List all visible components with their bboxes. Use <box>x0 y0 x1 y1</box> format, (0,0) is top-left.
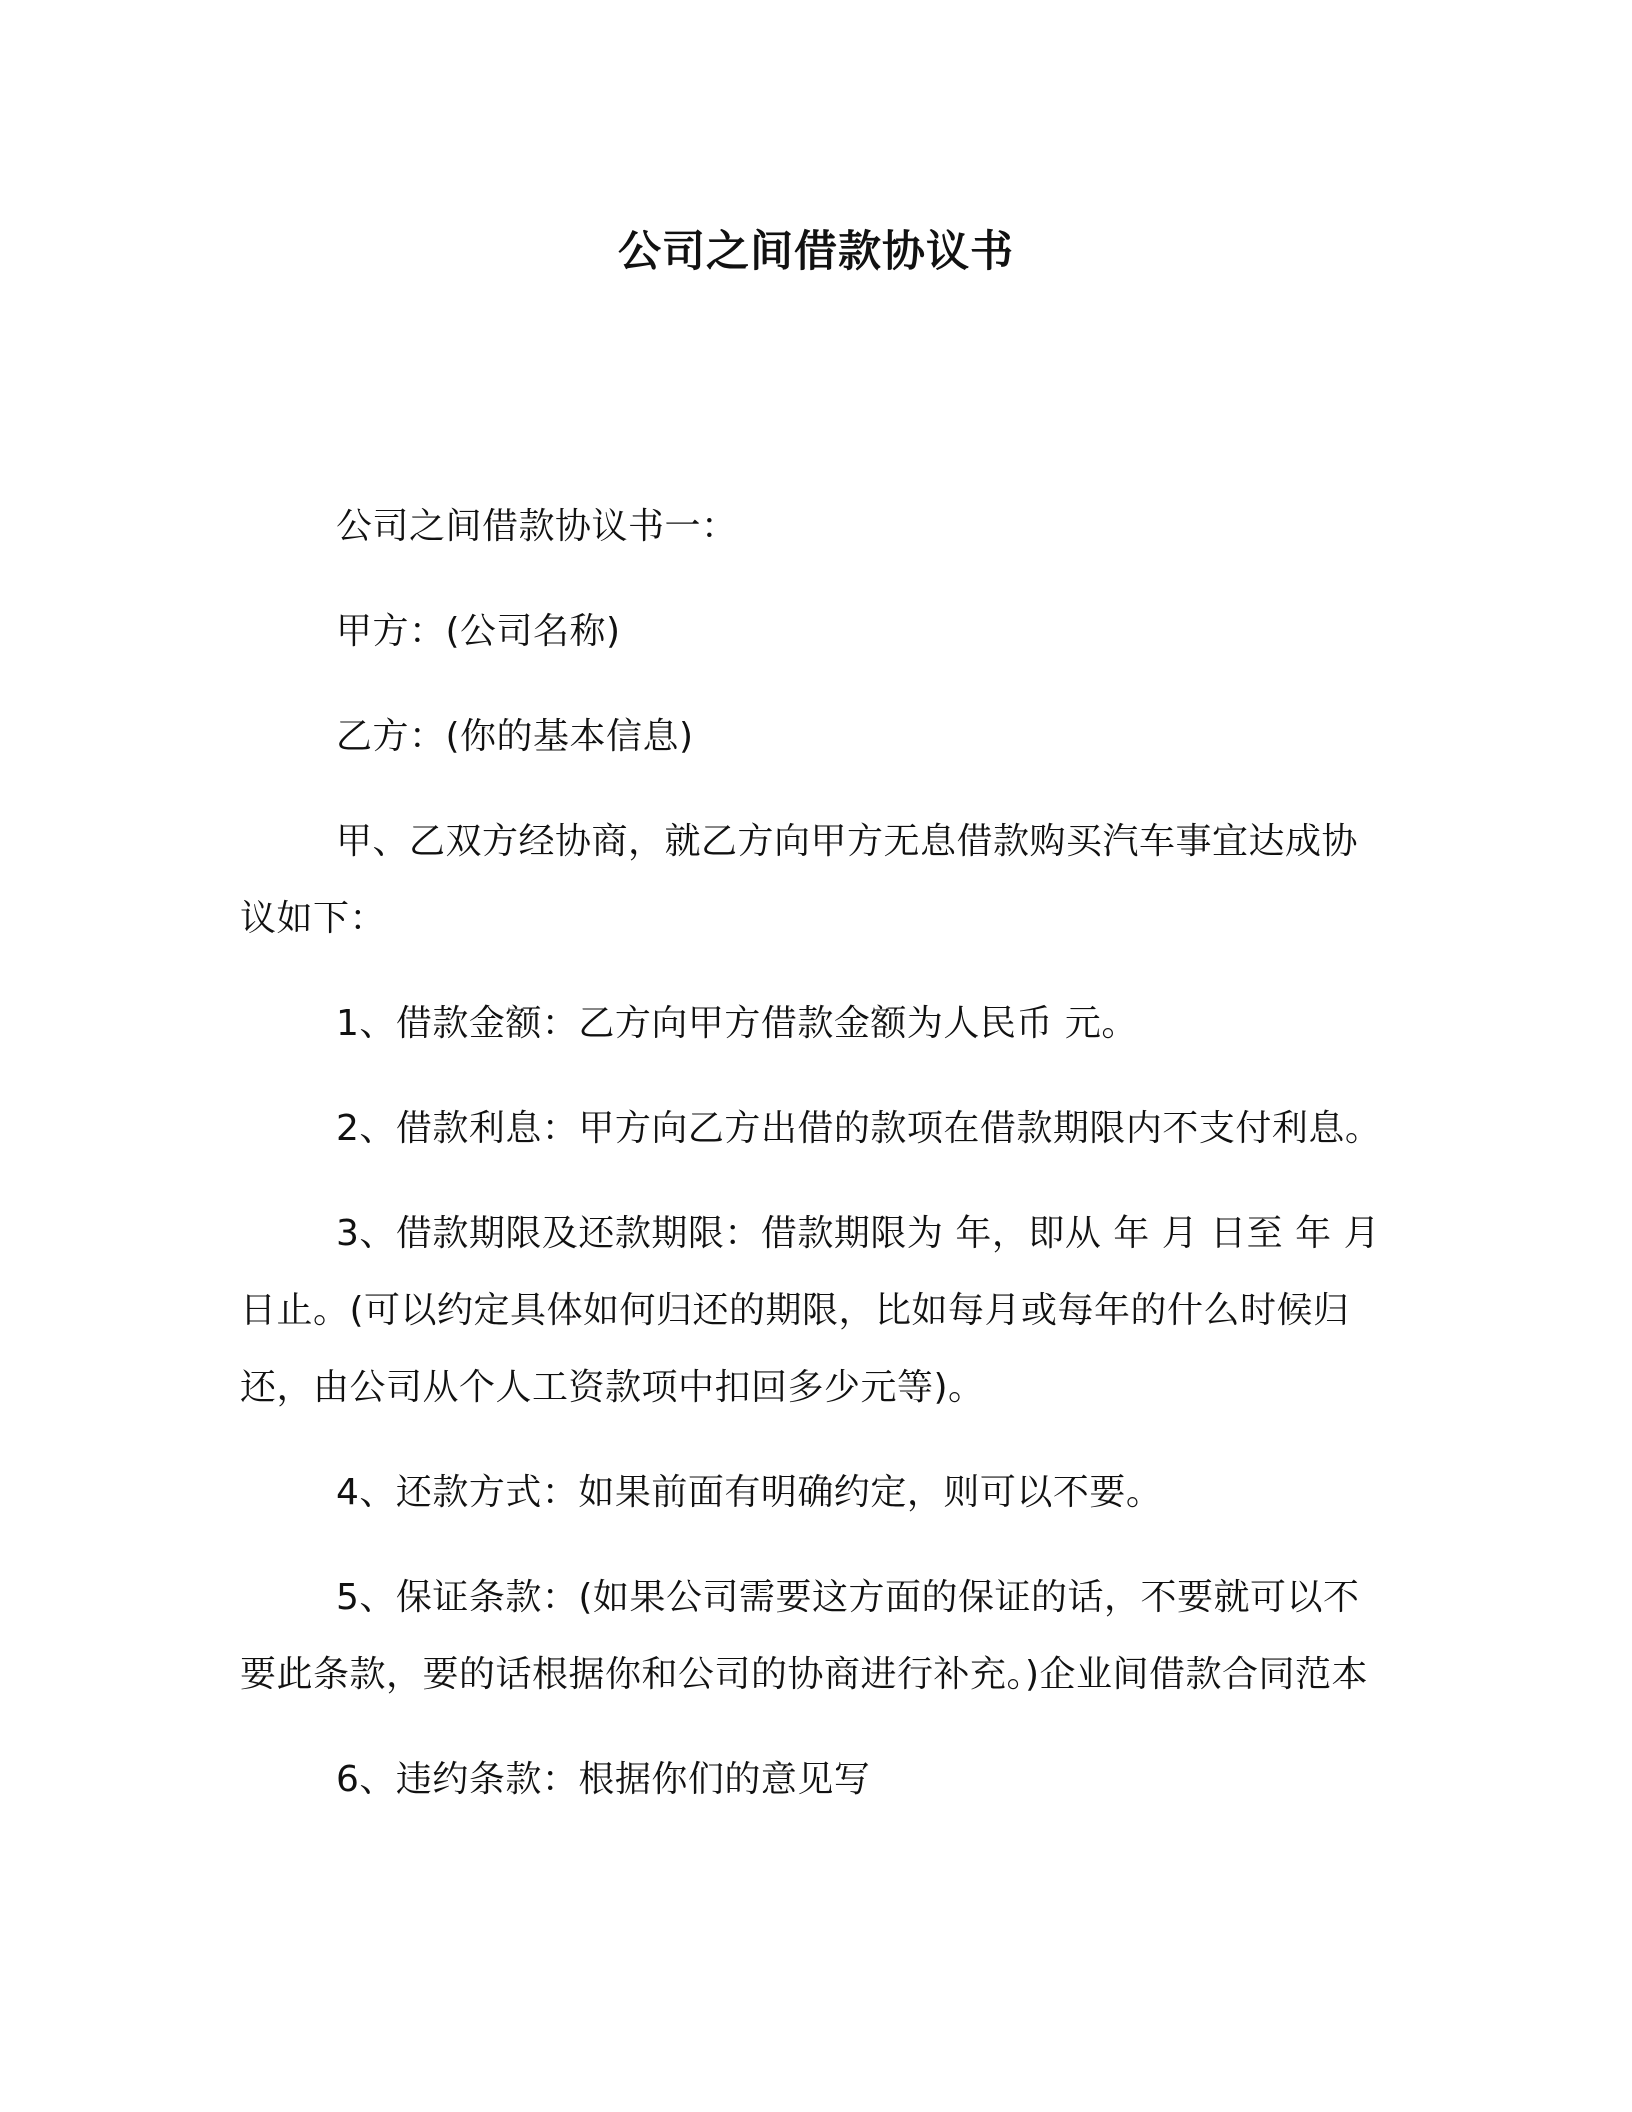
paragraph-preamble: 甲、乙双方经协商，就乙方向甲方无息借款购买汽车事宜达成协议如下： <box>240 821 1359 939</box>
paragraph-clause-2: 2、借款利息：甲方向乙方出借的款项在借款期限内不支付利息。 <box>336 1108 1382 1149</box>
document-body <box>240 488 1386 1846</box>
document-title: 公司之间借款协议书 <box>618 227 1014 277</box>
paragraph-clause-6: 6、违约条款：根据你们的意见写 <box>336 1759 871 1800</box>
paragraph-clause-3: 3、借款期限及还款期限：借款期限为 年，即从 年 月 日至 年 月 日止。(可以约定具体如何归还的期限，比如每月或每年的什么时候归还，由公司从个人工资款项中扣回多少元等)。 <box>240 1213 1381 1408</box>
paragraph-heading: 公司之间借款协议书一： <box>336 506 738 547</box>
paragraph-clause-1: 1、借款金额：乙方向甲方借款金额为人民币 元。 <box>336 1003 1138 1044</box>
paragraph-party-a: 甲方：(公司名称) <box>336 611 621 652</box>
paragraph-party-b: 乙方：(你的基本信息) <box>336 716 694 757</box>
paragraph-clause-5: 5、保证条款：(如果公司需要这方面的保证的话，不要就可以不要此条款，要的话根据你和公司的协商进行补充。)企业间借款合同范本 <box>240 1577 1369 1695</box>
paragraph-clause-4: 4、还款方式：如果前面有明确约定，则可以不要。 <box>336 1472 1163 1513</box>
